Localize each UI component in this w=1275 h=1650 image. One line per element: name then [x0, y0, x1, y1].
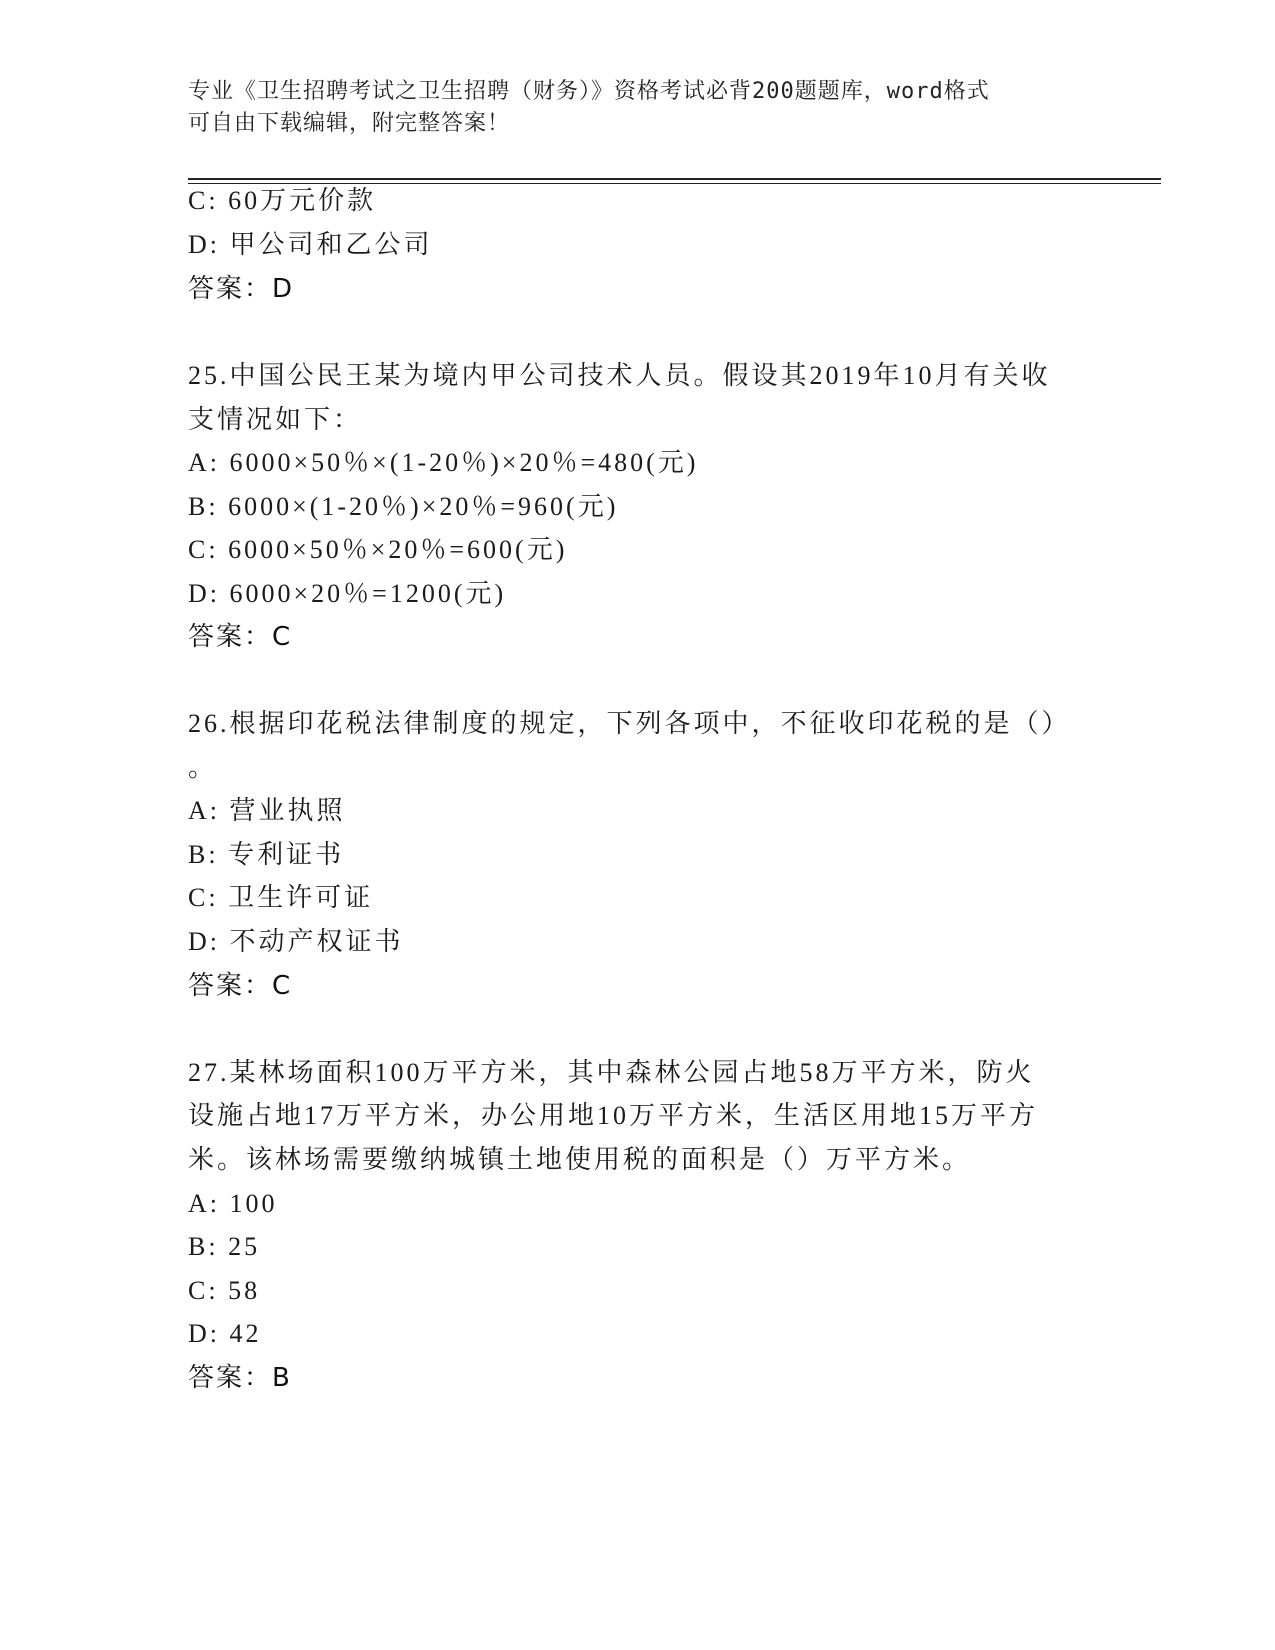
q25-option-b: B: 6000×(1-20％)×20％=960(元): [188, 492, 619, 521]
header-line-1: 专业《卫生招聘考试之卫生招聘（财务）》资格考试必背200题题库，word格式: [188, 79, 990, 104]
q24-answer: 答案：D: [188, 274, 295, 304]
q24-option-c: C: 60万元价款: [188, 186, 377, 215]
q26-option-b: B: 专利证书: [188, 840, 345, 869]
q27-stem-line-1: 27.某林场面积100万平方米，其中森林公园占地58万平方米，防火: [188, 1058, 1035, 1087]
q26-option-d: D: 不动产权证书: [188, 927, 404, 956]
header-rule-thick: [188, 178, 1161, 180]
q27-stem-line-2: 设施占地17万平方米，办公用地10万平方米，生活区用地15万平方: [188, 1101, 1039, 1130]
q25-stem-line-1: 25.中国公民王某为境内甲公司技术人员。假设其2019年10月有关收: [188, 361, 1051, 390]
q27-option-a: A: 100: [188, 1189, 278, 1218]
q27-option-b: B: 25: [188, 1232, 261, 1261]
q24-option-d: D: 甲公司和乙公司: [188, 230, 433, 259]
q26-stem-line-2: 。: [188, 753, 218, 782]
q26-option-c: C: 卫生许可证: [188, 883, 374, 912]
document-header: [188, 76, 1078, 140]
q27-stem-line-3: 米。该林场需要缴纳城镇土地使用税的面积是（）万平方米。: [188, 1145, 972, 1174]
q25-answer: 答案：C: [188, 622, 293, 652]
q26-stem-line-1: 26.根据印花税法律制度的规定，下列各项中，不征收印花税的是（）: [188, 709, 1071, 738]
q25-option-c: C: 6000×50％×20％=600(元): [188, 535, 568, 564]
q25-option-a: A: 6000×50％×(1-20％)×20％=480(元): [188, 448, 699, 477]
q27-option-c: C: 58: [188, 1276, 261, 1305]
q27-option-d: D: 42: [188, 1319, 262, 1348]
q26-answer: 答案：C: [188, 971, 293, 1001]
q26-option-a: A: 营业执照: [188, 796, 346, 825]
q25-stem-line-2: 支情况如下：: [188, 405, 363, 434]
q25-option-d: D: 6000×20％=1200(元): [188, 579, 507, 608]
header-line-2: 可自由下载编辑，附完整答案！: [188, 111, 511, 136]
q27-answer: 答案：B: [188, 1363, 292, 1393]
